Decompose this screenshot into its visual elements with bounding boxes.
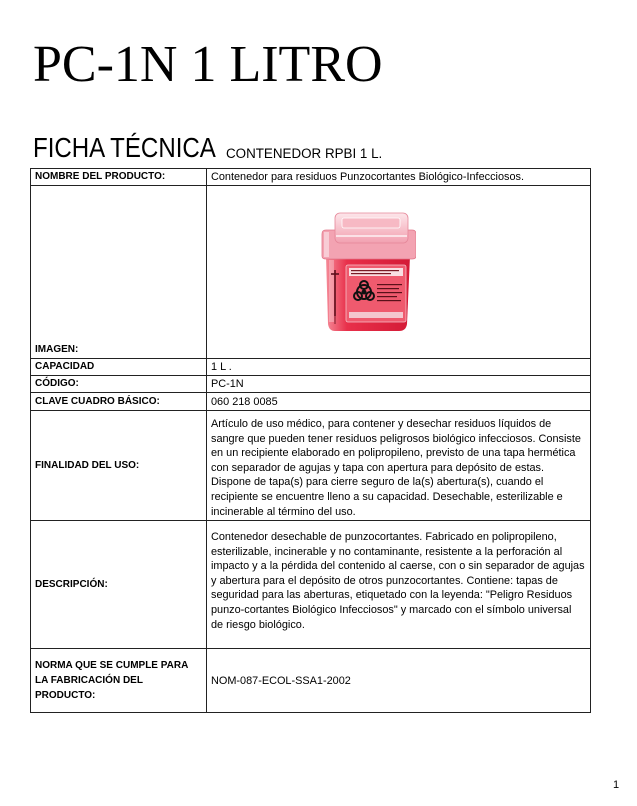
description-text (207, 521, 591, 649)
code-label: CÓDIGO: (31, 376, 207, 393)
description-label: DESCRIPCIÓN: (31, 521, 207, 649)
description-line: esterilizable, incinerable y no contaminante, resistente a la perforación al (211, 545, 563, 558)
purpose-line: en un recipiente elaborado en polipropileno, previsto de una tapa hermética (211, 447, 576, 460)
purpose-line: Artículo de uso médico, para contener y desechar residuos líquidos de (211, 418, 552, 430)
image-label: IMAGEN: (31, 186, 207, 359)
purpose-text (207, 411, 591, 521)
description-line: punzo-cortantes Biológico Infecciosos" y marcado con el símbolo universal (211, 603, 572, 616)
capacity-label: CAPACIDAD (31, 359, 207, 376)
purpose-label: FINALIDAD DEL USO: (31, 411, 207, 521)
sharps-container-image (320, 212, 416, 332)
sheet-heading: FICHA TÉCNICA (33, 132, 216, 163)
purpose-line: recipiente se encuentre lleno a su capacidad. Desechable, esterilizable e (211, 490, 563, 503)
code-value: PC-1N (207, 376, 591, 393)
standard-label-line: LA FABRICACIÓN DEL (35, 675, 143, 686)
basic-key-value: 060 218 0085 (207, 393, 591, 411)
description-line: seguridad para las aberturas, etiquetado con la leyenda: "Peligro Residuos (211, 589, 573, 602)
description-line: Contenedor desechable de punzocortantes. Fabricado en polipropileno, (211, 531, 557, 543)
standard-label-line: PRODUCTO: (35, 690, 96, 701)
document-title: PC-1N 1 LITRO (33, 36, 383, 93)
description-line: de riesgo biológico. (211, 618, 305, 631)
capacity-value: 1 L . (207, 359, 591, 376)
purpose-line: sangre que pueden tener residuos peligrosos biológico infecciosos. Consiste (211, 432, 581, 445)
description-line: impacto y a la pérdida del contenido al caerse, con o sin separador de agujas (211, 560, 585, 573)
purpose-line: incinerable al término del uso. (211, 505, 356, 518)
description-line: y abertura para el depósito de otros punzocortantes. Contiene: tapas de (211, 574, 558, 587)
spec-table (30, 168, 591, 713)
product-name-value: Contenedor para residuos Punzocortantes Biológico-Infecciosos. (207, 169, 591, 186)
standard-label (31, 649, 207, 713)
page-number: 1 (613, 779, 620, 791)
container-lid (322, 213, 416, 259)
purpose-line: con separador de agujas y tapa con apertura para depósito de estas. (211, 461, 544, 474)
sheet-subheading: CONTENEDOR RPBI 1 L. (226, 146, 383, 161)
product-name-label: NOMBRE DEL PRODUCTO: (31, 169, 207, 186)
purpose-line: Dispone de tapa(s) para cierre seguro de la(s) abertura(s), cuando el (211, 476, 544, 489)
image-cell (207, 186, 591, 359)
basic-key-label: CLAVE CUADRO BÁSICO: (31, 393, 207, 411)
standard-value: NOM-087-ECOL-SSA1-2002 (207, 649, 591, 713)
standard-label-line: NORMA QUE SE CUMPLE PARA (35, 660, 189, 671)
